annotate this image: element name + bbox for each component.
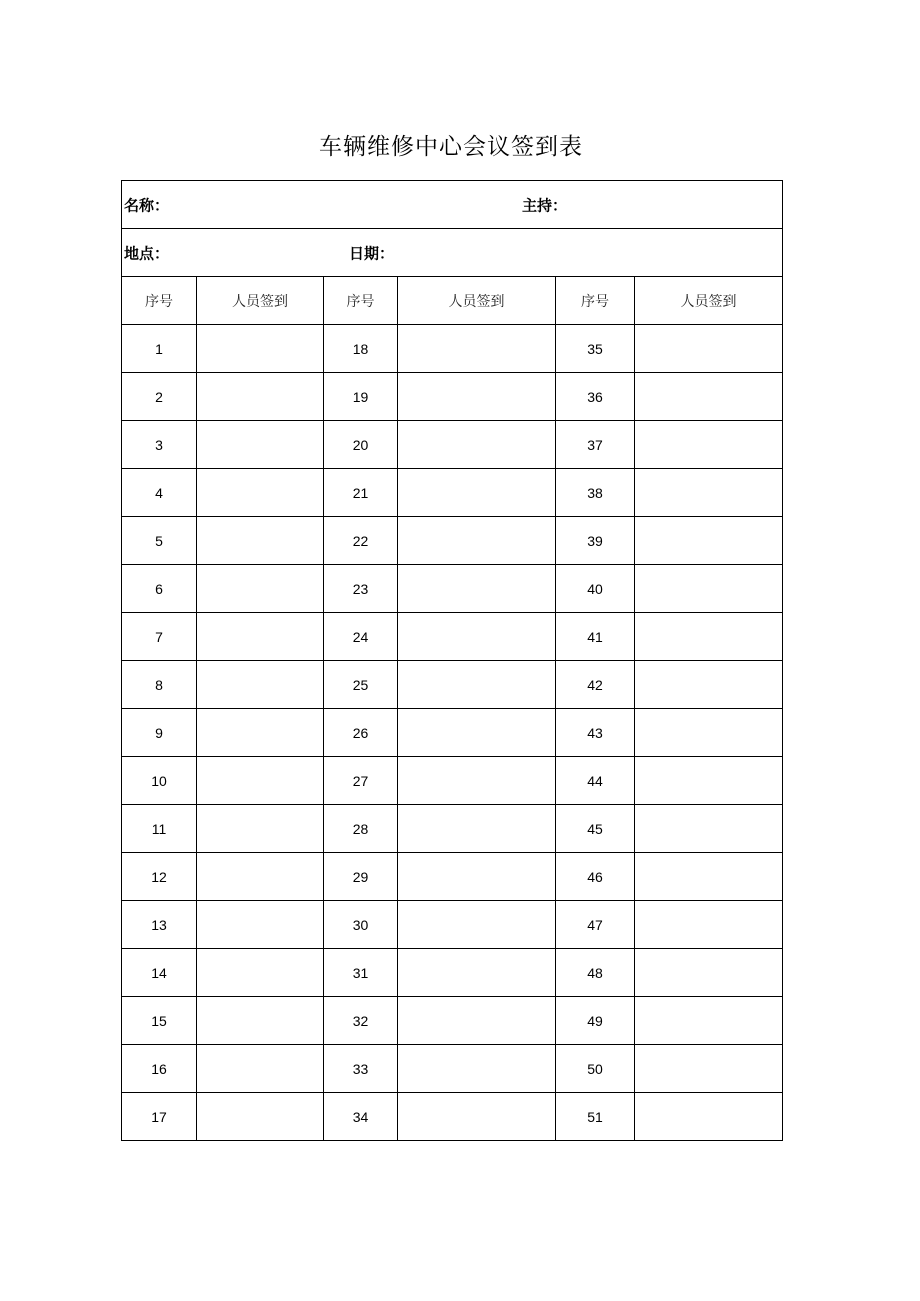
seq-number-cell: 44 <box>556 757 635 805</box>
signature-cell[interactable] <box>197 805 324 853</box>
table-row <box>122 661 783 709</box>
signature-cell[interactable] <box>635 1045 783 1093</box>
signature-cell[interactable] <box>635 661 783 709</box>
seq-number-cell: 31 <box>324 949 398 997</box>
seq-number-cell: 39 <box>556 517 635 565</box>
table-row <box>122 997 783 1045</box>
seq-number-cell: 36 <box>556 373 635 421</box>
seq-number-cell: 24 <box>324 613 398 661</box>
seq-number-cell: 48 <box>556 949 635 997</box>
seq-number-cell: 25 <box>324 661 398 709</box>
seq-number-cell: 20 <box>324 421 398 469</box>
seq-number-cell: 27 <box>324 757 398 805</box>
page-title: 车辆维修中心会议签到表 <box>319 134 583 160</box>
seq-number-cell: 29 <box>324 853 398 901</box>
signature-cell[interactable] <box>635 805 783 853</box>
seq-number-cell: 26 <box>324 709 398 757</box>
signature-cell[interactable] <box>398 661 556 709</box>
seq-number-cell: 30 <box>324 901 398 949</box>
signature-cell[interactable] <box>635 469 783 517</box>
seq-number-cell: 17 <box>122 1093 197 1141</box>
signature-cell[interactable] <box>197 517 324 565</box>
seq-number-cell: 34 <box>324 1093 398 1141</box>
seq-number-cell: 22 <box>324 517 398 565</box>
seq-number-cell: 6 <box>122 565 197 613</box>
signature-cell[interactable] <box>197 853 324 901</box>
seq-number-cell: 32 <box>324 997 398 1045</box>
signature-cell[interactable] <box>197 997 324 1045</box>
signature-cell[interactable] <box>635 325 783 373</box>
signature-cell[interactable] <box>398 709 556 757</box>
signature-cell[interactable] <box>197 469 324 517</box>
header-sign-3: 人员签到 <box>635 277 783 325</box>
signature-cell[interactable] <box>197 661 324 709</box>
seq-number-cell: 40 <box>556 565 635 613</box>
signature-cell[interactable] <box>398 757 556 805</box>
seq-number-cell: 12 <box>122 853 197 901</box>
table-row <box>122 805 783 853</box>
signature-cell[interactable] <box>398 469 556 517</box>
seq-number-cell: 2 <box>122 373 197 421</box>
table-row <box>122 373 783 421</box>
signature-cell[interactable] <box>197 373 324 421</box>
signature-cell[interactable] <box>635 373 783 421</box>
seq-number-cell: 47 <box>556 901 635 949</box>
table-row <box>122 1045 783 1093</box>
signature-cell[interactable] <box>398 325 556 373</box>
location-label: 地点： <box>124 244 170 262</box>
signature-cell[interactable] <box>197 709 324 757</box>
signature-cell[interactable] <box>398 997 556 1045</box>
seq-number-cell: 49 <box>556 997 635 1045</box>
signature-cell[interactable] <box>197 421 324 469</box>
seq-number-cell: 42 <box>556 661 635 709</box>
signature-cell[interactable] <box>398 1045 556 1093</box>
table-row <box>122 853 783 901</box>
meta-row-2 <box>122 229 783 277</box>
table-row <box>122 565 783 613</box>
seq-number-cell: 5 <box>122 517 197 565</box>
host-label: 主持： <box>522 196 568 214</box>
table-row <box>122 709 783 757</box>
seq-number-cell: 1 <box>122 325 197 373</box>
signature-cell[interactable] <box>635 901 783 949</box>
signature-cell[interactable] <box>398 853 556 901</box>
signature-cell[interactable] <box>635 949 783 997</box>
signature-cell[interactable] <box>197 613 324 661</box>
signature-cell[interactable] <box>398 613 556 661</box>
signature-cell[interactable] <box>197 325 324 373</box>
seq-number-cell: 7 <box>122 613 197 661</box>
signature-cell[interactable] <box>197 757 324 805</box>
seq-number-cell: 28 <box>324 805 398 853</box>
table-row <box>122 1093 783 1141</box>
seq-number-cell: 3 <box>122 421 197 469</box>
seq-number-cell: 19 <box>324 373 398 421</box>
seq-number-cell: 50 <box>556 1045 635 1093</box>
seq-number-cell: 33 <box>324 1045 398 1093</box>
seq-number-cell: 43 <box>556 709 635 757</box>
seq-number-cell: 18 <box>324 325 398 373</box>
seq-number-cell: 41 <box>556 613 635 661</box>
signin-table <box>121 180 783 1141</box>
signature-cell[interactable] <box>197 1045 324 1093</box>
seq-number-cell: 4 <box>122 469 197 517</box>
seq-number-cell: 15 <box>122 997 197 1045</box>
signature-cell[interactable] <box>197 949 324 997</box>
seq-number-cell: 21 <box>324 469 398 517</box>
signature-cell[interactable] <box>398 901 556 949</box>
header-row <box>122 277 783 325</box>
table-row <box>122 421 783 469</box>
signature-cell[interactable] <box>635 1093 783 1141</box>
signature-cell[interactable] <box>635 709 783 757</box>
signature-cell[interactable] <box>398 421 556 469</box>
signature-cell[interactable] <box>197 565 324 613</box>
header-seq-3: 序号 <box>556 277 635 325</box>
name-label: 名称： <box>124 196 170 214</box>
seq-number-cell: 51 <box>556 1093 635 1141</box>
seq-number-cell: 8 <box>122 661 197 709</box>
signature-cell[interactable] <box>398 373 556 421</box>
table-row <box>122 469 783 517</box>
seq-number-cell: 23 <box>324 565 398 613</box>
signature-cell[interactable] <box>635 517 783 565</box>
header-sign-2: 人员签到 <box>398 277 556 325</box>
seq-number-cell: 46 <box>556 853 635 901</box>
signature-cell[interactable] <box>635 565 783 613</box>
meta-cell-name-host <box>122 181 783 229</box>
meta-row-1 <box>122 181 783 229</box>
signature-cell[interactable] <box>635 997 783 1045</box>
table-row <box>122 613 783 661</box>
signature-cell[interactable] <box>197 1093 324 1141</box>
table-row <box>122 901 783 949</box>
signature-cell[interactable] <box>635 757 783 805</box>
signature-cell[interactable] <box>635 421 783 469</box>
signature-cell[interactable] <box>398 949 556 997</box>
signature-cell[interactable] <box>398 517 556 565</box>
seq-number-cell: 16 <box>122 1045 197 1093</box>
meta-cell-location-date <box>122 229 783 277</box>
seq-number-cell: 9 <box>122 709 197 757</box>
signature-cell[interactable] <box>197 901 324 949</box>
seq-number-cell: 37 <box>556 421 635 469</box>
table-row <box>122 517 783 565</box>
table-row <box>122 949 783 997</box>
signature-cell[interactable] <box>635 613 783 661</box>
seq-number-cell: 45 <box>556 805 635 853</box>
date-label: 日期： <box>349 244 395 262</box>
signature-cell[interactable] <box>398 1093 556 1141</box>
seq-number-cell: 38 <box>556 469 635 517</box>
header-seq-2: 序号 <box>324 277 398 325</box>
table-row <box>122 325 783 373</box>
signature-cell[interactable] <box>635 853 783 901</box>
header-seq-1: 序号 <box>122 277 197 325</box>
seq-number-cell: 35 <box>556 325 635 373</box>
signature-cell[interactable] <box>398 805 556 853</box>
signature-cell[interactable] <box>398 565 556 613</box>
header-sign-1: 人员签到 <box>197 277 324 325</box>
seq-number-cell: 10 <box>122 757 197 805</box>
table-row <box>122 757 783 805</box>
seq-number-cell: 14 <box>122 949 197 997</box>
seq-number-cell: 13 <box>122 901 197 949</box>
seq-number-cell: 11 <box>122 805 197 853</box>
